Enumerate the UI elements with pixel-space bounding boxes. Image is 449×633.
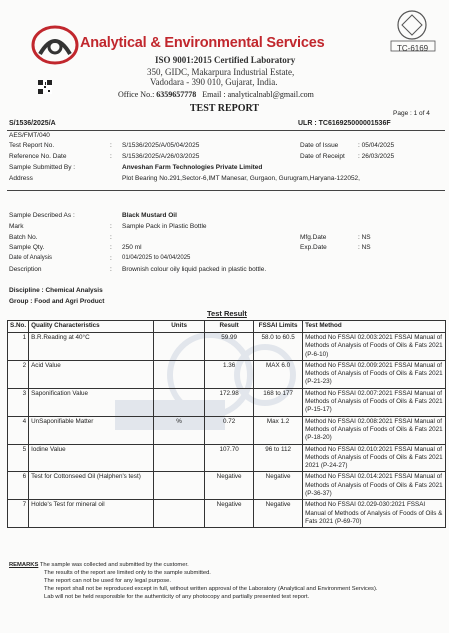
test-report-no: S/1536/2025/A/05/04/2025 <box>122 142 200 149</box>
mfg-label: Mfg.Date <box>300 234 327 241</box>
mark-label: Mark <box>9 223 24 230</box>
method: Method No FSSAI 02.003:2021 FSSAI Manual of Methods of Analysis of Foods of Oils & Fats 2021 (P-6-10) <box>303 333 446 361</box>
lab-name: Analytical & Environmental Services <box>80 35 325 51</box>
result: 0.72 <box>205 416 254 444</box>
row-number: 7 <box>8 500 29 528</box>
characteristic: UnSaponifiable Matter <box>29 416 154 444</box>
row-number: 2 <box>8 360 29 388</box>
method: Method No FSSAI 02.009:2021 FSSAI Manual of Methods of Analysis of Foods of Oils & Fats 2021 (P-21-23) <box>303 360 446 388</box>
col-header: Test Method <box>303 321 446 333</box>
unit <box>154 472 205 500</box>
ulr-number: ULR : TC616925000001536F <box>298 120 391 127</box>
group: Group : Food and Agri Product <box>9 298 105 305</box>
results-table <box>7 320 446 528</box>
col-header: Quality Characteristics <box>29 321 154 333</box>
test-report-no-label: Test Report No. <box>9 142 55 149</box>
submitted-by-label: Sample Submitted By : <box>9 164 76 171</box>
remark-line: The sample was collected and submitted by the customer. <box>39 562 189 568</box>
unit <box>154 360 205 388</box>
remark-line: The results of the report are limited only to the sample submitted. <box>44 570 211 577</box>
exp-value: : NS <box>358 244 371 251</box>
table-row <box>8 360 446 388</box>
description-label: Description <box>9 266 42 273</box>
analysis-value: 01/04/2025 to 04/04/2025 <box>122 255 191 261</box>
date-of-receipt-label: Date of Receipt <box>300 153 345 160</box>
result: Negative <box>205 472 254 500</box>
row-number: 5 <box>8 444 29 472</box>
remark-line: Lab will not be held responsible for the authenticity of any photocopy and partially presented test report. <box>44 594 310 601</box>
reference-no: S/1536/2025/A/26/03/2025 <box>122 153 200 160</box>
mark-value: Sample Pack in Plastic Bottle <box>122 223 207 230</box>
method: Method No FSSAI 02.008:2021 FSSAI Manual of Methods of Analysis of Foods of Oils & Fats 2021 (P-18-20) <box>303 416 446 444</box>
table-row <box>8 500 446 528</box>
description-value: Brownish colour oily liquid packed in plastic bottle. <box>122 266 267 273</box>
divider <box>7 190 445 191</box>
remark-line: The report can not be used for any legal purpose. <box>44 578 171 585</box>
result: 107.70 <box>205 444 254 472</box>
sample-ref: S/1536/2025/A <box>9 120 56 127</box>
mfg-value: : NS <box>358 234 371 241</box>
described-label: Sample Described As : <box>9 212 75 219</box>
described-value: Black Mustard Oil <box>122 212 177 219</box>
limit: 58.0 to 60.5 <box>254 333 303 361</box>
discipline: Discipline : Chemical Analysis <box>9 287 103 294</box>
limit: Max 1.2 <box>254 416 303 444</box>
test-result-heading: Test Result <box>207 309 247 318</box>
characteristic: Test for Cottonseed Oil (Halphen's test) <box>29 472 154 500</box>
limit: 96 to 112 <box>254 444 303 472</box>
date-of-receipt: : 26/03/2025 <box>358 153 395 160</box>
unit: % <box>154 416 205 444</box>
remarks <box>9 561 434 602</box>
batch-label: Batch No. <box>9 234 38 241</box>
method: Method No FSSAI 02.014:2021 FSSAI Manual of Methods of Analysis of Foods of Oils & Fats 2021 (P-36-37) <box>303 472 446 500</box>
limit: Negative <box>254 472 303 500</box>
row-number: 6 <box>8 472 29 500</box>
row-number: 1 <box>8 333 29 361</box>
unit <box>154 388 205 416</box>
table-row <box>8 333 446 361</box>
office-line <box>118 90 314 99</box>
result: Negative <box>205 500 254 528</box>
qty-value: 250 ml <box>122 244 142 251</box>
result: 1.36 <box>205 360 254 388</box>
divider <box>7 130 445 131</box>
address-value: Plot Bearing No.291,Sector-6,IMT Manesar, Gurgaon, Gurugram,Haryana-122052, <box>122 175 360 182</box>
unit <box>154 333 205 361</box>
table-row <box>8 416 446 444</box>
table-row <box>8 388 446 416</box>
col-header: Units <box>154 321 205 333</box>
address-line-2: Vadodara - 390 010, Gujarat, India. <box>150 77 278 87</box>
limit: MAX 6.0 <box>254 360 303 388</box>
characteristic: Acid Value <box>29 360 154 388</box>
report-title: TEST REPORT <box>189 103 260 114</box>
col-header: Result <box>205 321 254 333</box>
date-of-issue-label: Date of Issue <box>300 142 339 149</box>
row-number: 4 <box>8 416 29 444</box>
col-header: FSSAI Limits <box>254 321 303 333</box>
limit: Negative <box>254 500 303 528</box>
result: 172.98 <box>205 388 254 416</box>
method: Method No FSSAI 02.007:2021 FSSAI Manual of Methods of Analysis of Foods of Oils & Fats 2021 (P-15-17) <box>303 388 446 416</box>
unit <box>154 500 205 528</box>
email: Email : analyticalnabl@gmail.com <box>202 90 314 99</box>
row-number: 3 <box>8 388 29 416</box>
characteristic: Saponification Value <box>29 388 154 416</box>
remarks-label: REMARKS <box>9 562 39 568</box>
address-label: Address <box>9 175 33 182</box>
table-row <box>8 472 446 500</box>
unit <box>154 444 205 472</box>
office-number: 6359657778 <box>156 90 197 99</box>
col-header: S.No. <box>8 321 29 333</box>
certification: ISO 9001:2015 Certified Laboratory <box>155 55 296 65</box>
qty-label: Sample Qty. <box>9 244 45 251</box>
tc-number: TC-6169 <box>397 44 429 53</box>
analysis-label: Date of Analysis <box>9 255 53 261</box>
date-of-issue: : 05/04/2025 <box>358 142 395 149</box>
method: Method No FSSAI 02.010:2021 FSSAI Manual of Methods of Analysis of Foods of Oils & Fats 2021 2021 (P-24-27) <box>303 444 446 472</box>
remark-line: The report shall not be reproduced except in full, without written approval of the Laboratory (Analytical and Environment Services). <box>44 586 378 593</box>
office-label: Office No.: <box>118 90 155 99</box>
characteristic: Holde's Test for mineral oil <box>29 500 154 528</box>
lab-logo <box>30 20 80 70</box>
method: Method No FSSAI 02.029-030:2021 FSSAI Manual of Methods of Analysis of Foods of Oils & Fats 2021 (P-69-70) <box>303 500 446 528</box>
address-line-1: 350, GIDC, Makarpura Industrial Estate, <box>147 67 295 77</box>
result: 59.99 <box>205 333 254 361</box>
characteristic: B.R.Reading at 40°C <box>29 333 154 361</box>
exp-label: Exp.Date <box>300 244 327 251</box>
submitted-by: Anveshan Farm Technologies Private Limited <box>122 164 263 171</box>
table-header-row <box>8 321 446 333</box>
characteristic: Iodine Value <box>29 444 154 472</box>
page-number: Page : 1 of 4 <box>393 110 430 117</box>
table-row <box>8 444 446 472</box>
qr-code-icon <box>38 80 52 94</box>
form-code: AES/FMT/040 <box>9 132 50 139</box>
limit: 168 to 177 <box>254 388 303 416</box>
reference-no-label: Reference No. Date <box>9 153 67 160</box>
